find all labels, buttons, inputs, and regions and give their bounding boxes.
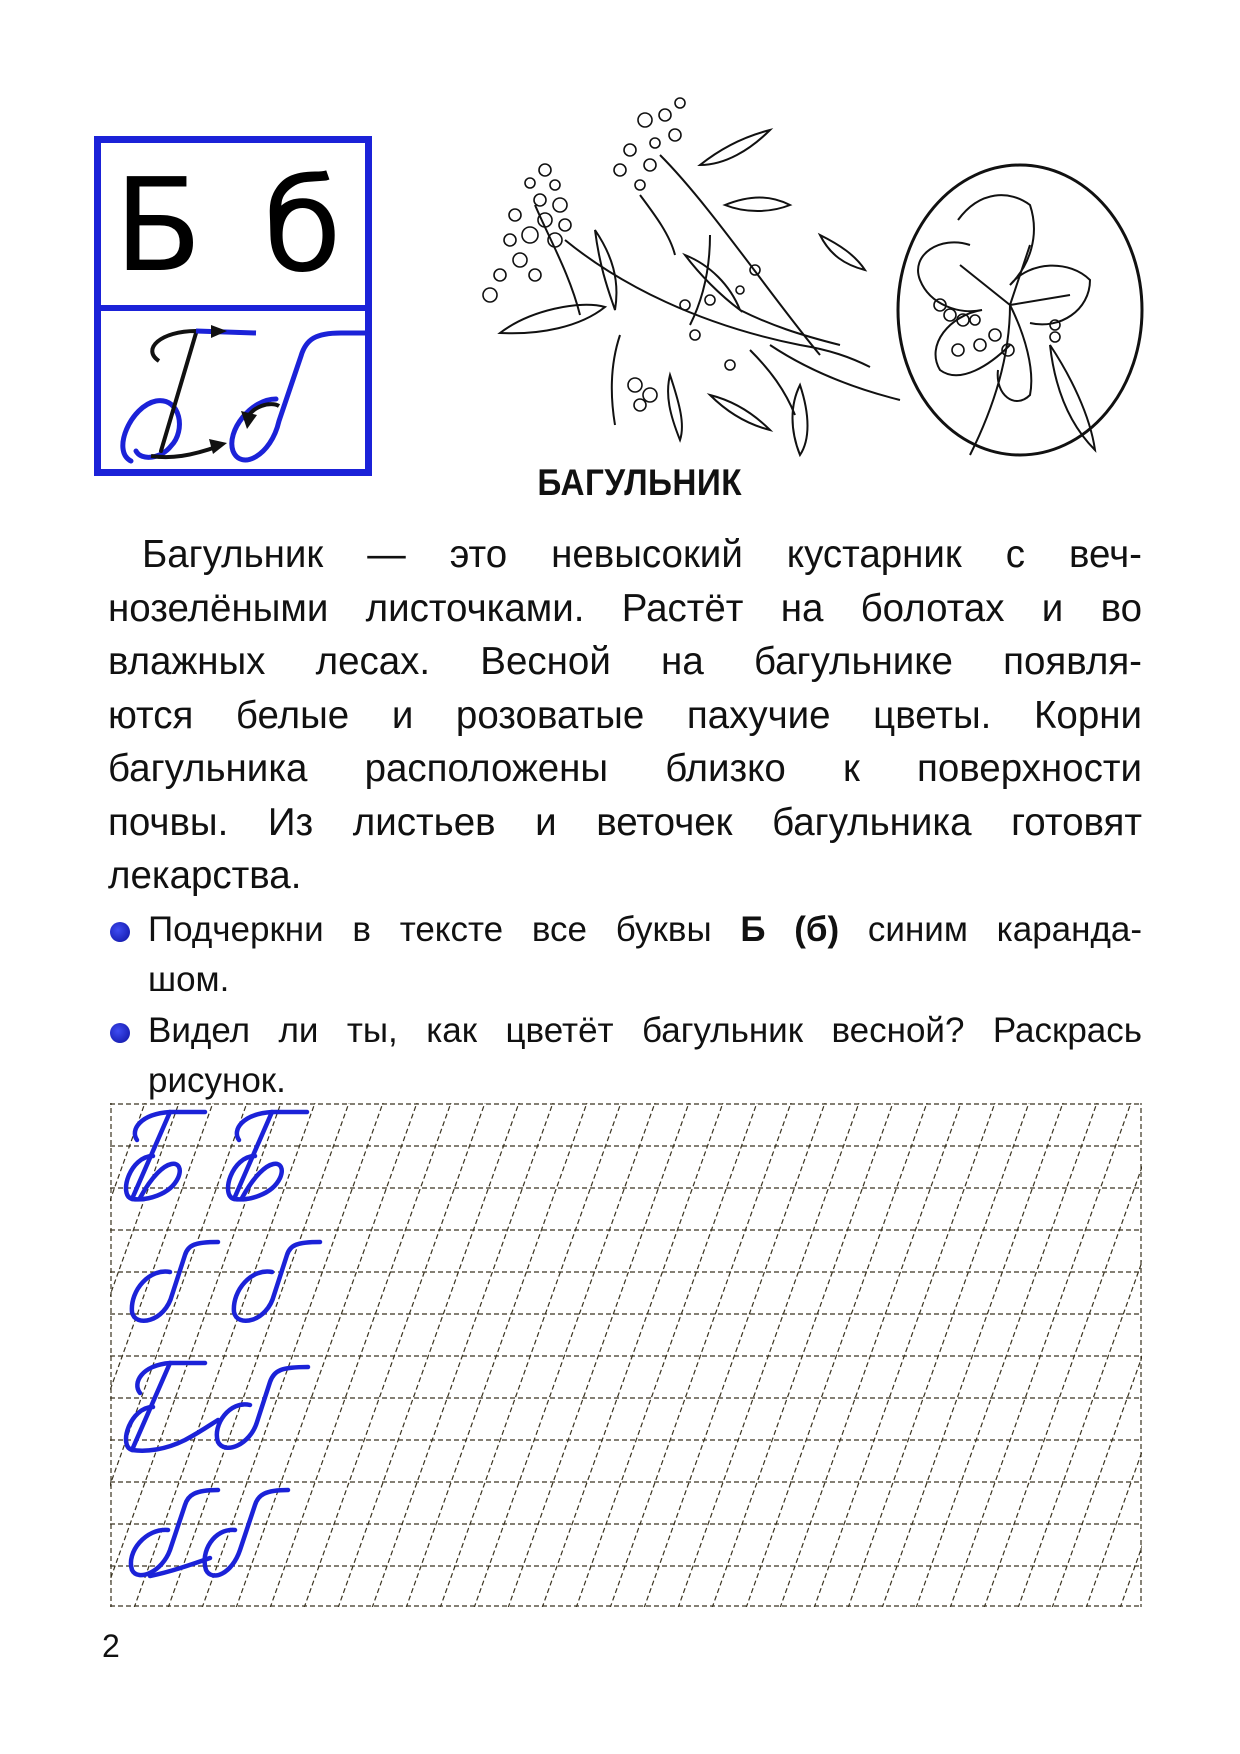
printed-letters-panel [101, 143, 365, 311]
paragraph-line: багульника расположены близко к поверхности [108, 747, 1142, 790]
paragraph-line: ются белые и розоватые пахучие цветы. Корни [108, 693, 1142, 737]
handwriting-practice-grid[interactable] [110, 1100, 1142, 1608]
practice-row-joined [126, 1363, 308, 1451]
bullet-icon [110, 922, 130, 942]
practice-row-joined-lowercase [131, 1490, 288, 1576]
page-title-text: БАГУЛЬНИК [537, 462, 743, 503]
practice-row-uppercase [126, 1112, 307, 1199]
task-list [108, 905, 1142, 1107]
task-item-underline [108, 905, 1142, 1005]
task-text: синим каранда- [839, 910, 1142, 949]
task-line: шом. [148, 960, 230, 999]
paragraph-line: Багульник — это невысокий кустарник с веч- [142, 533, 1142, 576]
bullet-icon [110, 1023, 130, 1043]
script-letters-bb-icon [101, 311, 365, 471]
page-title [0, 462, 1240, 504]
slanted-grid-icon [110, 1100, 1142, 1608]
task-letter-highlight: Б (б) [740, 910, 840, 949]
paragraph-line: нозелёными листочками. Растёт на болотах и во [108, 586, 1142, 630]
page-number: 2 [102, 1628, 120, 1664]
script-letters-panel [101, 311, 365, 469]
printed-letters: Б б [114, 152, 352, 301]
task-line: рисунок. [148, 1061, 286, 1100]
task-item-color [108, 1006, 1142, 1106]
task-text: Подчеркни в тексте все буквы [148, 910, 741, 949]
bagulnik-illustration [470, 95, 1160, 475]
letter-card [94, 136, 372, 476]
task-line [148, 905, 1142, 955]
task-line: Видел ли ты, как цветёт багульник весной? Раскрась [148, 1011, 1142, 1050]
paragraph-line: почвы. Из листьев и веточек багульника готовят [108, 800, 1142, 844]
body-paragraph [108, 528, 1142, 903]
practice-row-lowercase [132, 1242, 320, 1321]
paragraph-line: лекарства. [108, 854, 302, 897]
paragraph-line: влажных лесах. Весной на багульнике появля- [108, 640, 1142, 683]
plant-drawing-icon [470, 95, 1160, 475]
